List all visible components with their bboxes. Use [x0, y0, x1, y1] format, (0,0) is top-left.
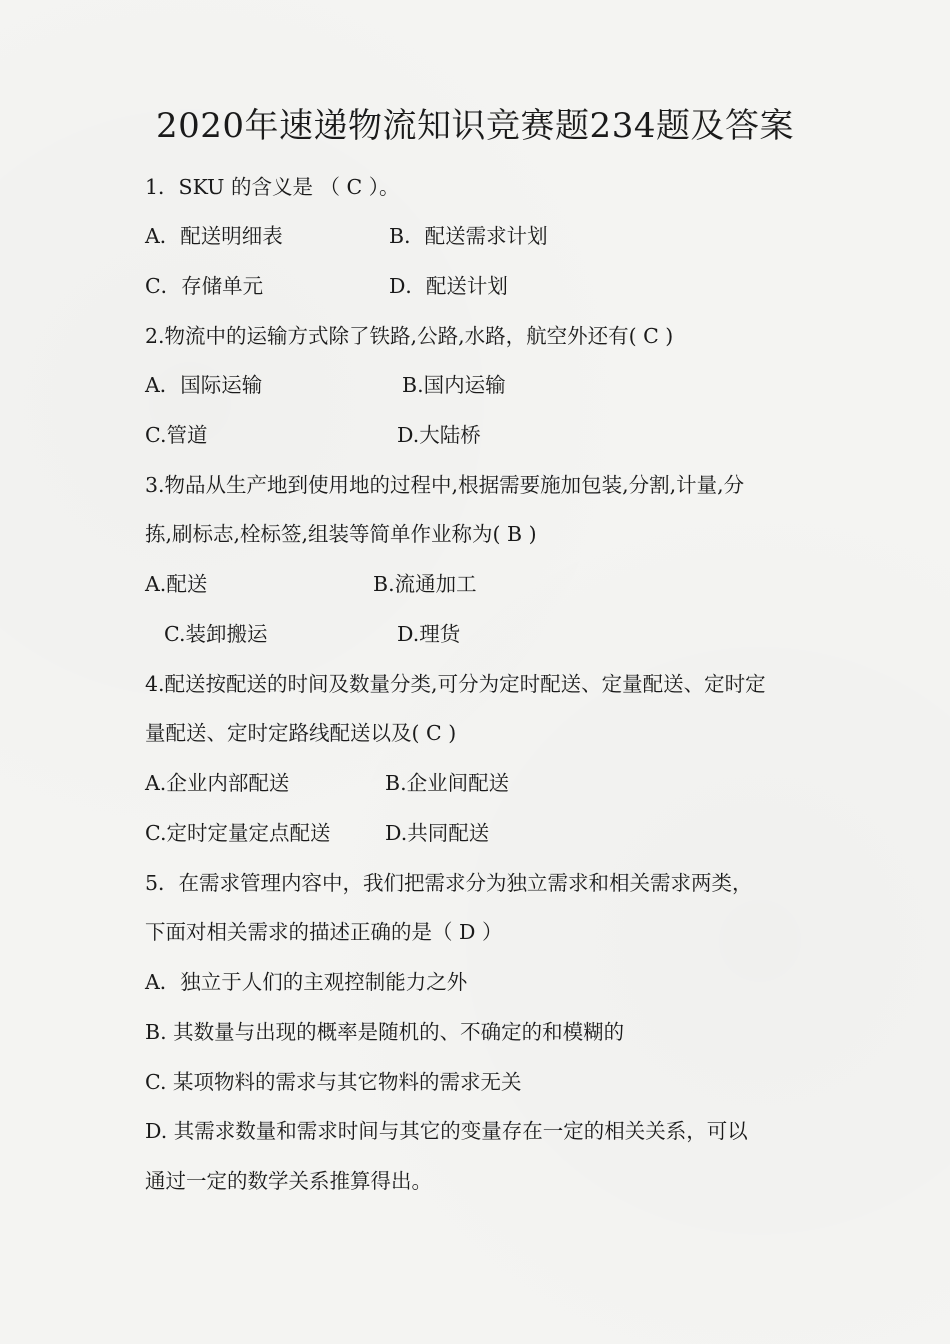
question-4-stem-line-1: 4.配送按配送的时间及数量分类,可分为定时配送、定量配送、定时定 [145, 672, 766, 696]
question-4-option-d: D.共同配送 [385, 821, 490, 845]
question-3-stem-line-2: 拣,刷标志,栓标签,组装等简单作业称为( B ) [145, 522, 537, 546]
question-1-option-d: D．配送计划 [389, 274, 508, 298]
question-4-option-c: C.定时定量定点配送 [145, 821, 331, 845]
question-5-stem-line-1: 5．在需求管理内容中，我们把需求分为独立需求和相关需求两类， [145, 871, 753, 895]
question-4-stem-line-2: 量配送、定时定路线配送以及( C ) [145, 721, 457, 745]
question-5-stem-line-2: 下面对相关需求的描述正确的是（ D ） [145, 920, 503, 944]
question-3-option-a: A.配送 [145, 572, 208, 596]
question-5-option-a: A．独立于人们的主观控制能力之外 [145, 970, 468, 994]
question-5-option-d-line-2: 通过一定的数学关系推算得出。 [145, 1169, 432, 1193]
question-2-stem: 2.物流中的运输方式除了铁路,公路,水路，航空外还有( C ) [145, 324, 674, 348]
question-3-option-d: D.理货 [397, 622, 461, 646]
question-5-option-c: C. 某项物料的需求与其它物料的需求无关 [145, 1070, 522, 1094]
question-2-option-a: A．国际运输 [145, 373, 263, 397]
question-4-option-a: A.企业内部配送 [145, 771, 290, 795]
question-3-stem-line-1: 3.物品从生产地到使用地的过程中,根据需要施加包装,分割,计量,分 [145, 473, 745, 497]
question-2-option-b: B.国内运输 [402, 373, 506, 397]
question-5-option-d-line-1: D. 其需求数量和需求时间与其它的变量存在一定的相关关系，可以 [145, 1119, 748, 1143]
question-1-option-a: A．配送明细表 [145, 224, 283, 248]
document-title: 2020年速递物流知识竞赛题234题及答案 [156, 106, 794, 146]
question-4-option-b: B.企业间配送 [385, 771, 510, 795]
question-3-option-c: C.装卸搬运 [164, 622, 268, 646]
question-1-option-b: B．配送需求计划 [389, 224, 548, 248]
question-2-option-c: C.管道 [145, 423, 208, 447]
question-3-option-b: B.流通加工 [373, 572, 477, 596]
question-2-option-d: D.大陆桥 [397, 423, 481, 447]
question-1-option-c: C．存储单元 [145, 274, 264, 298]
question-5-option-b: B. 其数量与出现的概率是随机的、不确定的和模糊的 [145, 1020, 625, 1044]
question-1-stem: 1．SKU 的含义是 （ C ）。 [145, 175, 400, 199]
